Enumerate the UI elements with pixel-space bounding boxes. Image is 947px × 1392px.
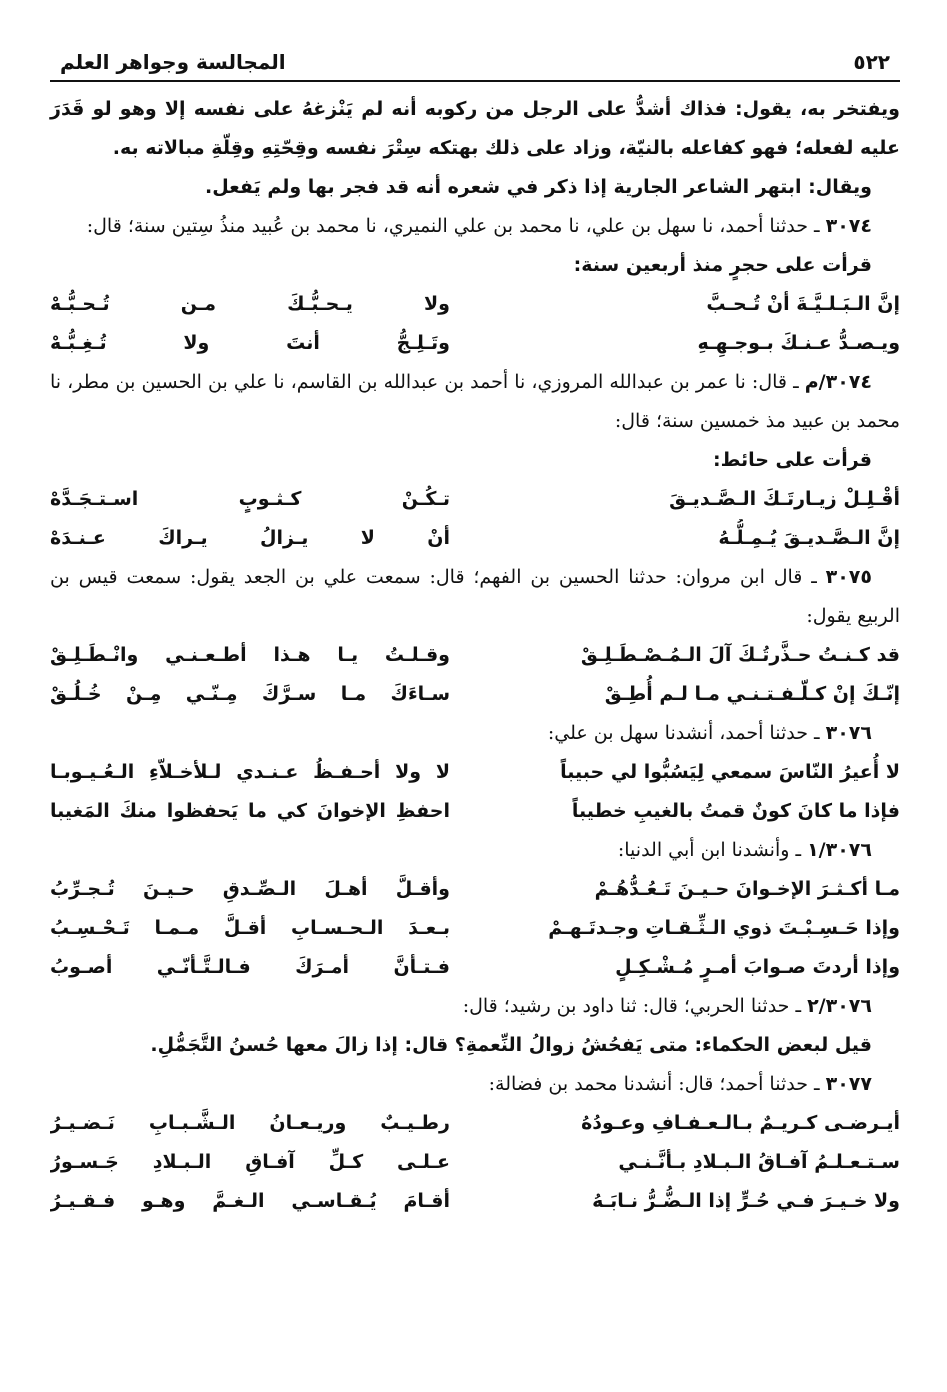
first-hemistich: لا أُعيرُ النّاسَ سمعي لِيَسُبُّوا لي حبيباً [560, 761, 900, 783]
first-hemistich: وإذا أردتَ صـوابَ أمـرٍ مُـشْـكِـلٍ [615, 956, 900, 978]
book-page [50, 40, 900, 1221]
first-hemistich: سـتـعـلـمُ آفـاقُ الـبـلادِ بـأنَّـنـي [618, 1151, 900, 1173]
narration-3076-1 [50, 831, 900, 870]
second-hemistich: عـلـى كـلِّ آفـاقِ الـبـلادِ جَـسـورُ [50, 1151, 450, 1173]
entry-number: ٣٠٧٦ [825, 722, 872, 744]
narration-3074 [50, 207, 900, 246]
entry-number: ١/٣٠٧٦ [807, 839, 872, 861]
second-hemistich: فـتـأنَّ أمـرَكَ فـالـتَّـأنّـي أصـوبُ [50, 956, 450, 978]
isnad-text: ـ قال ابن مروان: حدثنا الحسين بن الفهم؛ قال: سمعت علي بن الجعد يقول: سمعت قيس بن الربيع يقول: [50, 566, 900, 627]
second-hemistich: سـاءَكَ مـا سـرَّكَ مِـنّـي مِـنْ خُـلُـقْ [50, 683, 450, 705]
isnad-text: ـ حدثنا أحمد، أنشدنا سهل بن علي: [547, 722, 826, 744]
verse-line [50, 324, 900, 363]
verse-line [50, 1104, 900, 1143]
first-hemistich: وإذا حَـسِـبْـتَ ذوي الـثِّـقـاتِ وجـدتَـهـمْ [548, 917, 900, 939]
verse-intro: قرأت على حائط: [713, 449, 872, 471]
verse-line [50, 480, 900, 519]
first-hemistich: ولا خـيـرَ فـي حُـرٍّ إذا الـضُّـرُّ نـابَـهُ [592, 1190, 900, 1212]
second-hemistich: وأقـلَّ أهـلَ الـصِّـدقِ حـيـنَ تُـجـرِّبُ [50, 878, 450, 900]
isnad-text: ـ حدثنا الحربي؛ قال: ثنا داود بن رشيد؛ قال: [462, 995, 808, 1017]
verse-line [50, 636, 900, 675]
verse-line [50, 1143, 900, 1182]
second-hemistich: تـكُـنْ كـثـوبٍ اسـتـجَـدَّهْ [50, 488, 450, 510]
first-hemistich: أقْـلِـلْ زيـارتَـكَ الـصَّـديـقَ [669, 488, 900, 510]
paragraph: ويفتخر به، يقول: فذاك أشدُّ على الرجل من ركوبه أنه لم يَنْزغهُ على نفسه إلا وهو لو قَدَرَ عليه لفعله؛ فهو كفاعله بالنيّة، وزاد على ذلك بهتكه سِتْرَ نفسه وقِحّتِهِ وقِلّةِ مبالاته به. [50, 98, 900, 159]
isnad-text: ـ حدثنا أحمد؛ قال: أنشدنا محمد بن فضالة: [488, 1073, 826, 1095]
verse-line [50, 909, 900, 948]
entry-number: ٣٠٧٧ [825, 1073, 872, 1095]
first-hemistich: أيـرضـى كـريـمٌ بـالـعـفـافِ وعـودُهُ [581, 1112, 900, 1134]
paragraph: ويقال: ابتهر الشاعر الجارية إذا ذكر في شعره أنه قد فجر بها ولم يَفعل. [205, 176, 872, 198]
narration-3075 [50, 558, 900, 636]
first-hemistich: ويـصـدُّ عـنـكَ بـوجـهِـهِ [697, 332, 900, 354]
second-hemistich: بـعـدَ الـحـسـابِ أقـلَّ مـمـا تَـحْـسِـبُ [50, 917, 450, 939]
running-header [50, 40, 900, 82]
verse-line [50, 753, 900, 792]
isnad-text: ـ حدثنا أحمد، نا سهل بن علي، نا محمد بن علي النميري، نا محمد بن عُبيد منذُ سِتين سنة؛ قال: [86, 215, 826, 237]
verse-line [50, 870, 900, 909]
narration-3076 [50, 714, 900, 753]
entry-number: ٢/٣٠٧٦ [807, 995, 872, 1017]
first-hemistich: إنّـكَ إنْ كـلّـفـتـنـي مـا لـم أُطِـقْ [604, 683, 900, 705]
isnad-text: ـ وأنشدنا ابن أبي الدنيا: [617, 839, 808, 861]
second-hemistich: لا ولا أحـفـظُ عـنـدي لـلأخـلاّءِ الـعُـيـوبـا [50, 761, 450, 783]
narration-3076-2 [50, 987, 900, 1026]
verse-line [50, 285, 900, 324]
verse-line [50, 675, 900, 714]
first-hemistich: مـا أكـثـرَ الإخـوانَ حـيـنَ تَـعُـدُّهُـمْ [594, 878, 900, 900]
verse-line [50, 519, 900, 558]
page-number: ٥٢٢ [853, 50, 890, 74]
entry-number: ٣٠٧٤/م [804, 371, 872, 393]
second-hemistich: ولا يـحـبُّـكَ مـن تُـحـبُّـهْ [50, 293, 450, 315]
second-hemistich: رطـيـبٌ وريـعـانُ الـشَّـبـابِ نَـضـيـرُ [50, 1112, 450, 1134]
second-hemistich: وقـلـتُ يـا هـذا أطـعـنـي وانْـطَـلِـقْ [50, 644, 450, 666]
entry-number: ٣٠٧٤ [825, 215, 872, 237]
second-hemistich: وتَـلِـجُّ أنتَ ولا تُـغِـبُّـهْ [50, 332, 450, 354]
isnad-text: ـ قال: نا عمر بن عبدالله المروزي، نا أحمد بن عبدالله بن القاسم، نا علي بن الحسين بن مطر، نا محمد بن عبيد مذ خمسين سنة؛ قال: [50, 371, 900, 432]
narration-3074m [50, 363, 900, 441]
narration-3077 [50, 1065, 900, 1104]
saying-line: قيل لبعض الحكماء: متى يَفحُشُ زوالُ النِّعمةِ؟ قال: إذا زالَ معها حُسنُ التَّجَمُّلِ. [150, 1034, 872, 1056]
verse-line [50, 948, 900, 987]
book-title: المجالسة وجواهر العلم [60, 50, 286, 74]
second-hemistich: أنْ لا يـزالُ يـراكَ عـنـدَهْ [50, 527, 450, 549]
page-body [50, 90, 900, 1221]
verse-intro: قرأت على حجرٍ منذ أربعين سنة: [573, 254, 872, 276]
first-hemistich: قد كـنـتُ حـذَّرتُـكَ آلَ الـمُـصْـطَـلِـقْ [580, 644, 900, 666]
second-hemistich: احفظِ الإخوانَ كي ما يَحفظوا منكَ المَغيبا [50, 800, 450, 822]
first-hemistich: إنَّ الـبَـلـيَّـةَ أنْ تُـحـبَّ [706, 293, 900, 315]
second-hemistich: أقـامَ يُـقـاسـي الـغـمَّ وهـو فـقـيـرُ [50, 1190, 450, 1212]
verse-line [50, 792, 900, 831]
verse-line [50, 1182, 900, 1221]
first-hemistich: إنَّ الـصَّـديـقَ يُـمِـلُّـهُ [718, 527, 900, 549]
entry-number: ٣٠٧٥ [825, 566, 872, 588]
first-hemistich: فإذا ما كانَ كونٌ قمتُ بالغيبِ خطيباً [571, 800, 900, 822]
